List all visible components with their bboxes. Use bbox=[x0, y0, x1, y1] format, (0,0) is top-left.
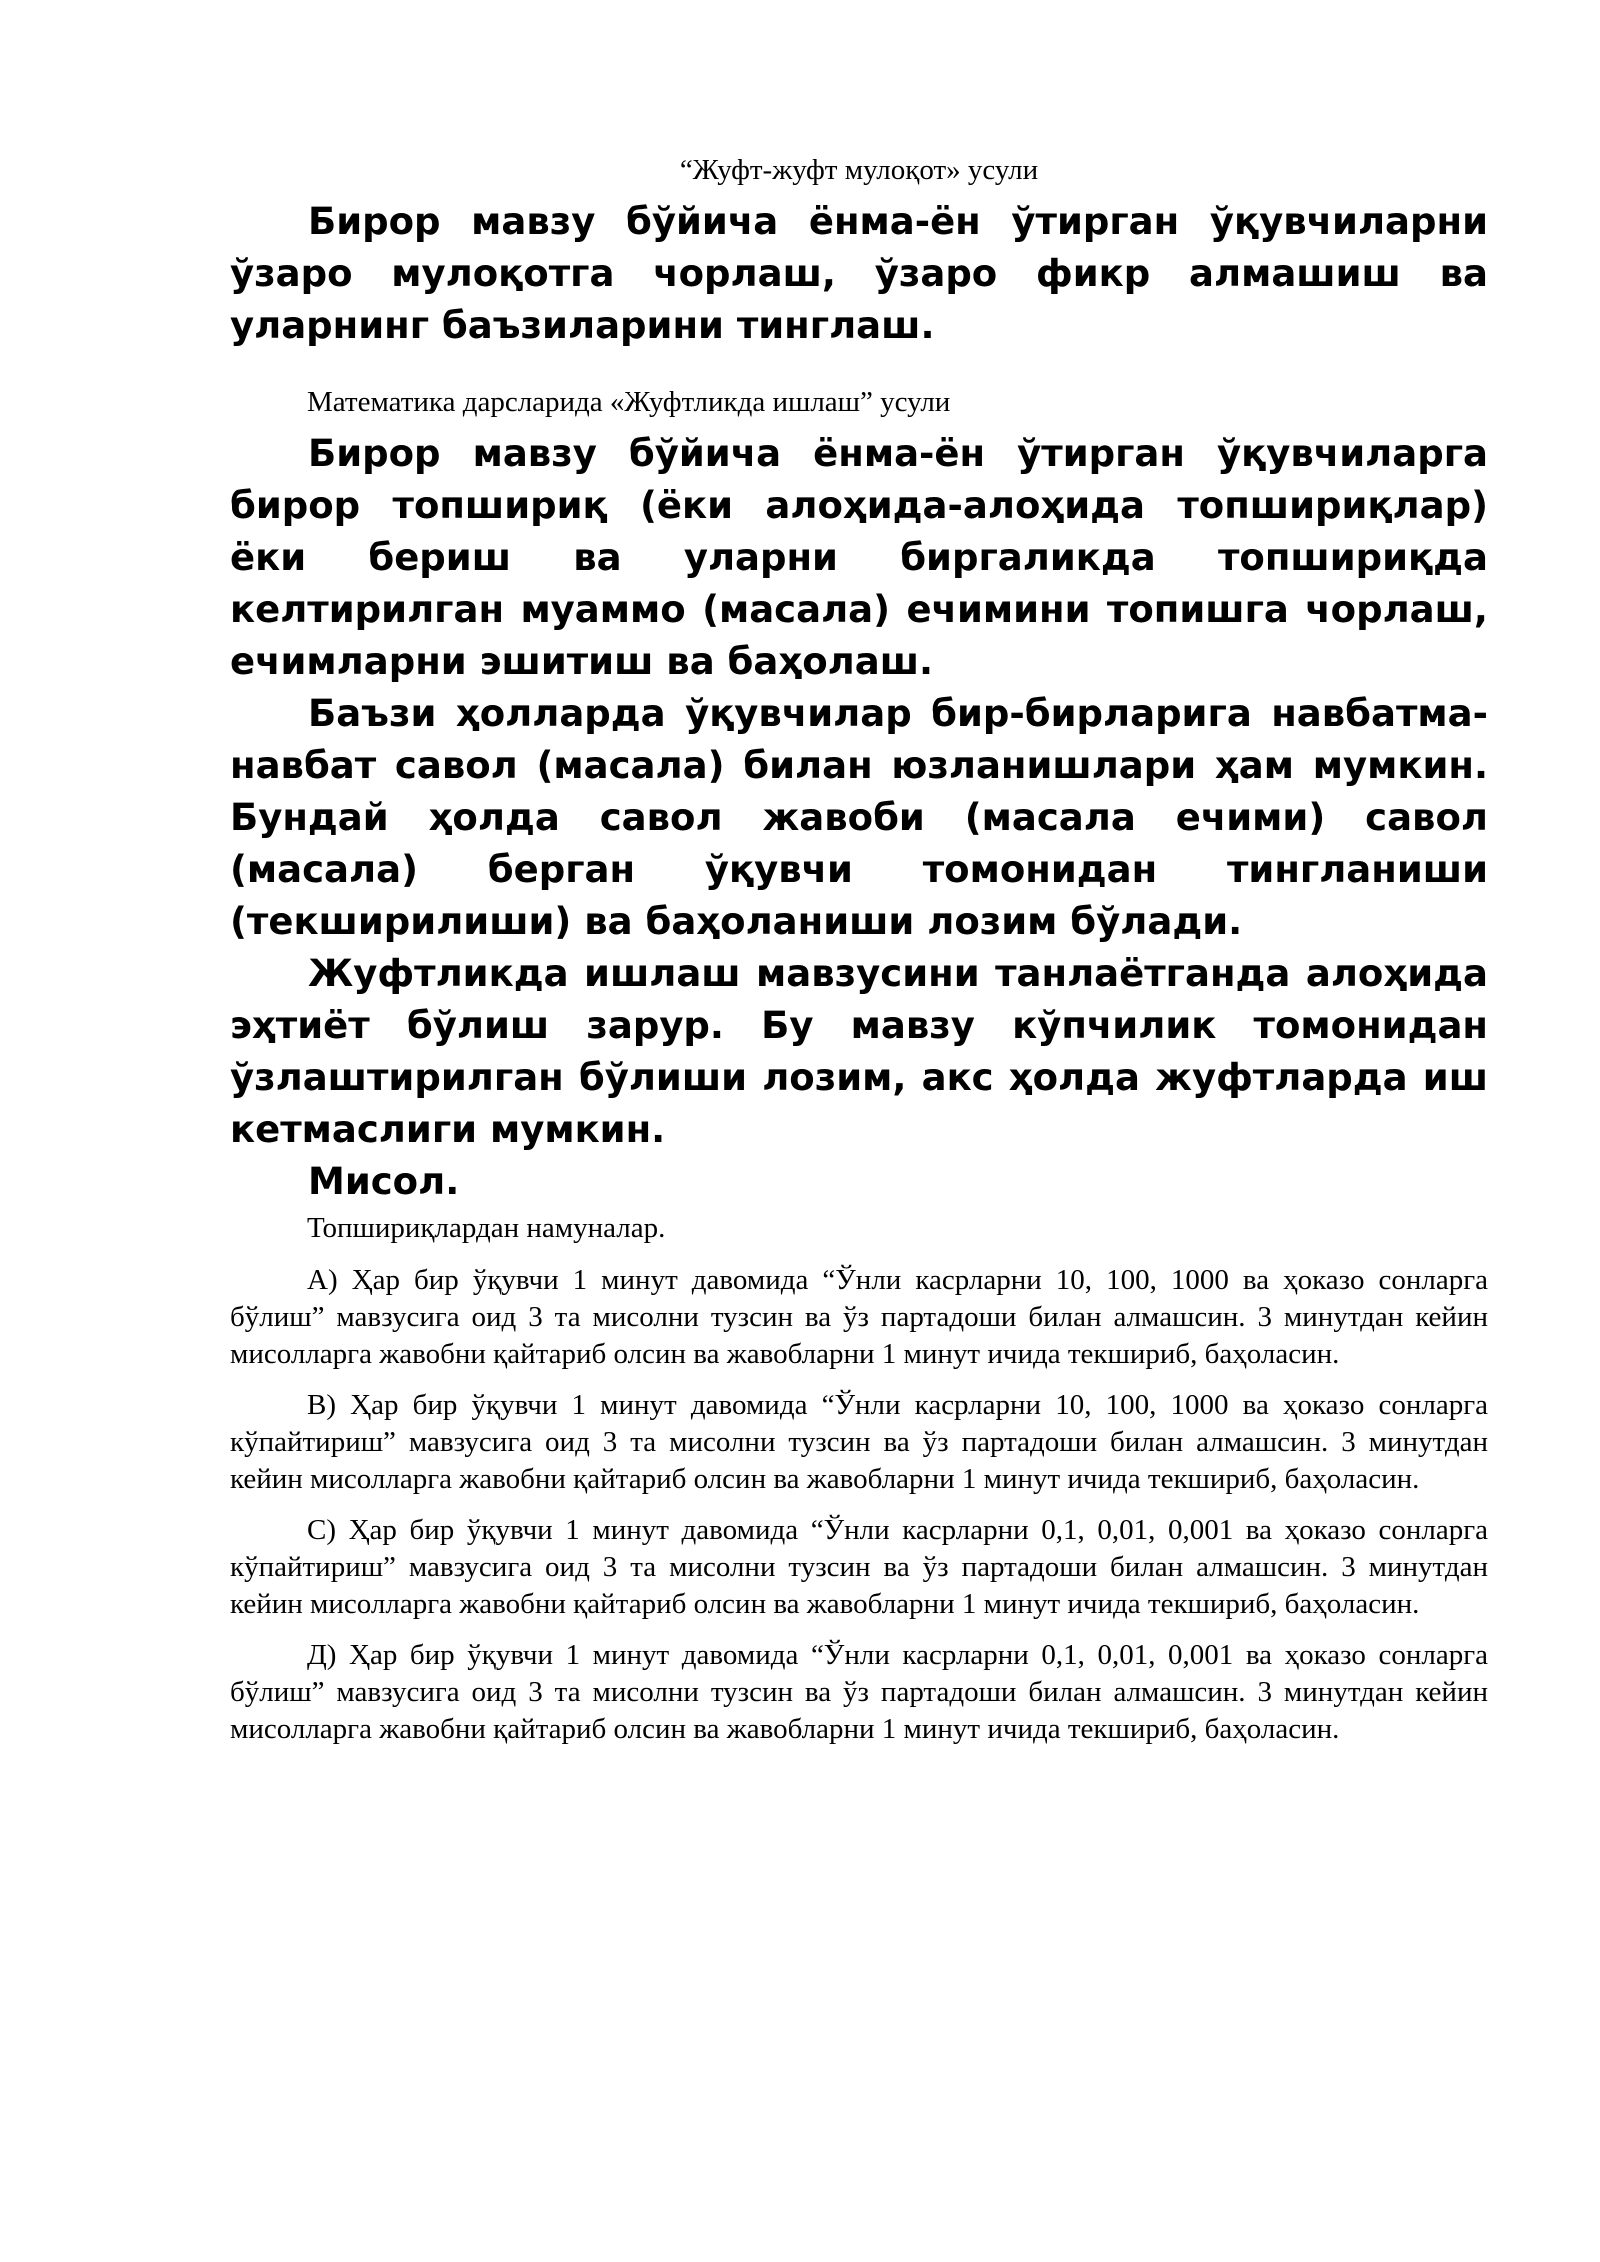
task-c: С) Ҳар бир ўқувчи 1 минут давомида “Ўнли касрларни 0,1, 0,01, 0,001 ва ҳоказо сонларга кўпайтириш” мавзусига оид 3 та мисолни тузсин ва ўз партадоши билан алмашсин. 3 минутдан кейин мисолларга жавобни қайтариб олсин ва жавобларни 1 минут ичида текшириб, баҳоласин. bbox=[230, 1514, 1488, 1620]
tasks-heading: Топшириқлардан намуналар. bbox=[307, 1212, 666, 1244]
section2-paragraph-1: Бирор мавзу бўйича ёнма-ён ўтирган ўқувчиларга бирор топшириқ (ёки алоҳида-алоҳида топшириқлар) ёки бериш ва уларни биргаликда топшириқда келтирилган муаммо (масала) ечимини топишга чорлаш, ечимларни эшитиш ва баҳолаш. bbox=[230, 432, 1488, 683]
section1-title: “Жуфт-жуфт мулоқот» усули bbox=[679, 154, 1039, 186]
section1-body: Бирор мавзу бўйича ёнма-ён ўтирган ўқувчиларни ўзаро мулоқотга чорлаш, ўзаро фикр алмашиш ва уларнинг баъзиларини тинглаш. bbox=[230, 200, 1488, 347]
task-a: А) Ҳар бир ўқувчи 1 минут давомида “Ўнли касрларни 10, 100, 1000 ва ҳоказо сонларга бўлиш” мавзусига оид 3 та мисолни тузсин ва ўз партадоши билан алмашсин. 3 минутдан кейин мисолларга жавобни қайтариб олсин ва жавобларни 1 минут ичида текшириб, баҳоласин. bbox=[230, 1264, 1488, 1370]
task-b: В) Ҳар бир ўқувчи 1 минут давомида “Ўнли касрларни 10, 100, 1000 ва ҳоказо сонларга кўпайтириш” мавзусига оид 3 та мисолни тузсин ва ўз партадоши билан алмашсин. 3 минутдан кейин мисолларга жавобни қайтариб олсин ва жавобларни 1 минут ичида текшириб, баҳоласин. bbox=[230, 1389, 1488, 1495]
section2-paragraph-2: Баъзи ҳолларда ўқувчилар бир-бирларига навбатма-навбат савол (масала) билан юзланишлари ҳам мумкин. Бундай ҳолда савол жавоби (масала ечими) савол (масала) берган ўқувчи томонидан тингланиши (текширилиши) ва баҳоланиши лозим бўлади. bbox=[230, 692, 1488, 943]
document-page bbox=[230, 150, 1488, 1748]
section2-paragraph-3: Жуфтликда ишлаш мавзусини танлаётганда алоҳида эҳтиёт бўлиш зарур. Бу мавзу кўпчилик томонидан ўзлаштирилган бўлиши лозим, акс ҳолда жуфтларда иш кетмаслиги мумкин. bbox=[230, 952, 1488, 1151]
example-heading: Мисол. bbox=[308, 1160, 460, 1203]
section2-title: Математика дарсларида «Жуфтликда ишлаш” усули bbox=[307, 386, 951, 418]
task-d: Д) Ҳар бир ўқувчи 1 минут давомида “Ўнли касрларни 0,1, 0,01, 0,001 ва ҳоказо сонларга бўлиш” мавзусига оид 3 та мисолни тузсин ва ўз партадоши билан алмашсин. 3 минутдан кейин мисолларга жавобни қайтариб олсин ва жавобларни 1 минут ичида текшириб, баҳоласин. bbox=[230, 1639, 1488, 1745]
